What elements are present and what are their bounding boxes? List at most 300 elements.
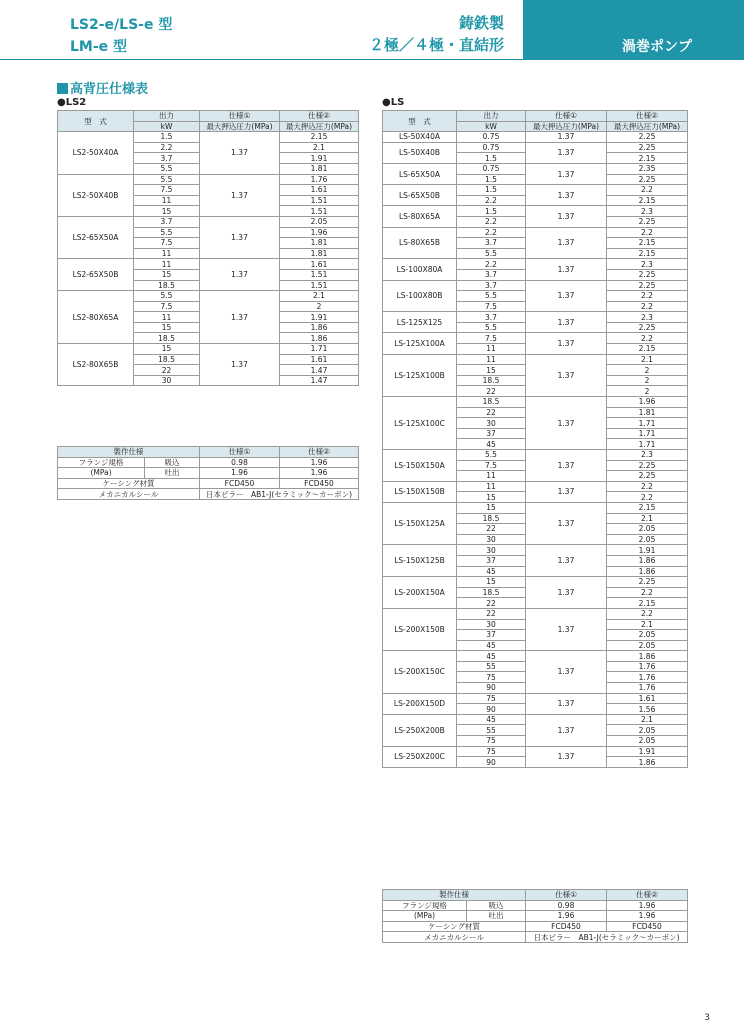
spec2-pressure-cell: 1.86 <box>607 651 688 662</box>
spec2-pressure-cell: 2.1 <box>607 513 688 524</box>
casing-label: ケーシング材質 <box>383 921 526 932</box>
spec2-pressure-cell: 1.76 <box>607 672 688 683</box>
spec2-pressure-cell: 2.25 <box>607 577 688 588</box>
spec2-pressure-cell: 2.25 <box>607 322 688 333</box>
spec2-pressure-cell: 2.2 <box>607 185 688 196</box>
power-cell: 18.5 <box>457 375 526 386</box>
model-cell: LS2-80X65A <box>58 291 134 344</box>
power-cell: 1.5 <box>457 153 526 164</box>
spec1-header: 仕様① <box>526 111 607 122</box>
spec2-pressure-cell: 2.15 <box>607 238 688 249</box>
power-cell: 2.2 <box>457 259 526 270</box>
power-cell: 37 <box>457 555 526 566</box>
spec2-pressure-cell: 2.2 <box>607 227 688 238</box>
power-cell: 37 <box>457 428 526 439</box>
power-cell: 37 <box>457 630 526 641</box>
power-cell: 55 <box>457 661 526 672</box>
power-cell: 30 <box>134 375 200 386</box>
power-cell: 11 <box>457 354 526 365</box>
table-row <box>58 174 359 185</box>
power-cell: 11 <box>134 248 200 259</box>
power-cell: 0.75 <box>457 132 526 143</box>
spec2-pressure-cell: 2.25 <box>607 280 688 291</box>
config-label: ２極／４極・直結形 <box>368 36 504 54</box>
power-cell: 5.5 <box>134 291 200 302</box>
power-cell: 45 <box>457 714 526 725</box>
model-cell: LS-125X125 <box>383 312 457 333</box>
power-cell: 7.5 <box>134 238 200 249</box>
model-cell: LS-50X40B <box>383 142 457 163</box>
ls-mfg-spec-table <box>382 889 688 943</box>
spec1-pressure-cell: 1.37 <box>200 291 280 344</box>
flange-unit: (MPa) <box>58 468 145 479</box>
power-cell: 30 <box>457 619 526 630</box>
power-cell: 11 <box>134 259 200 270</box>
spec2-pressure-cell: 1.47 <box>280 365 359 376</box>
mfg-spec2-header: 仕様② <box>607 890 688 901</box>
spec1-pressure-cell: 1.37 <box>526 397 607 450</box>
spec2-pressure-cell: 1.91 <box>607 746 688 757</box>
table-row <box>58 457 359 468</box>
model-cell: LS-100X80A <box>383 259 457 280</box>
spec2-pressure-cell: 2 <box>607 365 688 376</box>
power-cell: 22 <box>457 524 526 535</box>
power-cell: 15 <box>134 344 200 355</box>
ls-subtitle: ●LS <box>382 97 405 108</box>
spec2-pressure-cell: 1.96 <box>607 397 688 408</box>
power-cell: 3.7 <box>457 238 526 249</box>
table-row <box>58 259 359 270</box>
spec2-pressure-cell: 2.3 <box>607 206 688 217</box>
spec2-pressure-cell: 2.2 <box>607 587 688 598</box>
power-cell: 2.2 <box>457 195 526 206</box>
model-cell: LS-250X200C <box>383 746 457 767</box>
ls2-subtitle: ●LS2 <box>57 97 87 108</box>
power-cell: 7.5 <box>457 460 526 471</box>
spec1-pressure-cell: 1.37 <box>526 450 607 482</box>
power-cell: 15 <box>457 577 526 588</box>
suction-spec1: 0.98 <box>200 457 280 468</box>
spec2-pressure-cell: 2.05 <box>607 736 688 747</box>
flange-unit: (MPa) <box>383 911 467 922</box>
seal-value: 日本ピラー AB1-J(セラミック～カーボン) <box>200 489 359 500</box>
model-cell: LS-80X65B <box>383 227 457 259</box>
table-row <box>383 312 688 323</box>
power-cell: 18.5 <box>134 354 200 365</box>
spec1-pressure-cell: 1.37 <box>200 132 280 174</box>
spec2-pressure-cell: 1.81 <box>280 163 359 174</box>
material-label: 鋳鉄製 <box>458 14 504 32</box>
spec1-pressure-cell: 1.37 <box>526 608 607 650</box>
spec2-pressure-cell: 2.3 <box>607 259 688 270</box>
table-row <box>383 545 688 556</box>
spec2-pressure-cell: 2.25 <box>607 269 688 280</box>
spec2-pressure-cell: 1.61 <box>607 693 688 704</box>
power-cell: 30 <box>457 545 526 556</box>
spec1-pressure-cell: 1.37 <box>526 651 607 693</box>
ls2-spec-table <box>57 110 359 386</box>
spec1-header: 仕様① <box>200 111 280 122</box>
flange-label: フランジ規格 <box>383 900 467 911</box>
spec2-pressure-cell: 1.51 <box>280 269 359 280</box>
power-cell: 22 <box>457 407 526 418</box>
table-row <box>383 280 688 291</box>
model-cell: LS-150X125A <box>383 502 457 544</box>
spec2-pressure-cell: 1.51 <box>280 280 359 291</box>
power-cell: 3.7 <box>457 312 526 323</box>
table-row <box>58 489 359 500</box>
suction-spec1: 0.98 <box>526 900 607 911</box>
spec2-pressure-cell: 1.51 <box>280 195 359 206</box>
table-row <box>383 577 688 588</box>
power-cell: 1.5 <box>134 132 200 143</box>
spec1-pressure-cell: 1.37 <box>526 142 607 163</box>
discharge-spec1: 1.96 <box>526 911 607 922</box>
casing-label: ケーシング材質 <box>58 478 200 489</box>
spec2-pressure-cell: 2.3 <box>607 312 688 323</box>
model-cell: LS-125X100B <box>383 354 457 396</box>
model-cell: LS-200X150D <box>383 693 457 714</box>
model-cell: LS-125X100C <box>383 397 457 450</box>
power-cell: 2.2 <box>134 142 200 153</box>
spec2-pressure-cell: 2.05 <box>280 216 359 227</box>
series-subtitle: LM-e 型 <box>70 39 128 55</box>
seal-value: 日本ピラー AB1-J(セラミック～カーボン) <box>526 932 688 943</box>
model-cell: LS-200X150C <box>383 651 457 693</box>
power-cell: 2.2 <box>457 216 526 227</box>
model-cell: LS-250X200B <box>383 714 457 746</box>
square-bullet-icon <box>57 83 68 94</box>
spec2-pressure-cell: 1.71 <box>607 428 688 439</box>
power-cell: 30 <box>457 534 526 545</box>
casing-spec1: FCD450 <box>526 921 607 932</box>
spec2-pressure-cell: 2.05 <box>607 725 688 736</box>
table-row <box>383 142 688 153</box>
spec2-pressure-cell: 2.15 <box>607 502 688 513</box>
spec2-pressure-cell: 1.51 <box>280 206 359 217</box>
table-row <box>383 746 688 757</box>
section-title <box>57 78 148 97</box>
discharge-spec1: 1.96 <box>200 468 280 479</box>
spec1-pressure-cell: 1.37 <box>526 280 607 312</box>
power-cell: 45 <box>457 566 526 577</box>
table-row <box>383 693 688 704</box>
spec2-pressure-cell: 1.86 <box>280 322 359 333</box>
model-cell: LS-100X80B <box>383 280 457 312</box>
model-cell: LS2-50X40B <box>58 174 134 216</box>
pressure-header-2: 最大押込圧力(MPa) <box>280 121 359 132</box>
section-title-text: 高背圧仕様表 <box>70 82 149 97</box>
table-row <box>383 714 688 725</box>
spec2-pressure-cell: 2.2 <box>607 608 688 619</box>
power-cell: 3.7 <box>457 269 526 280</box>
discharge-spec2: 1.96 <box>607 911 688 922</box>
spec1-pressure-cell: 1.37 <box>526 227 607 259</box>
table-row <box>383 900 688 911</box>
power-cell: 75 <box>457 672 526 683</box>
suction-label: 吸込 <box>145 457 200 468</box>
table-row <box>383 932 688 943</box>
power-cell: 0.75 <box>457 142 526 153</box>
spec2-header: 仕様② <box>607 111 688 122</box>
spec2-pressure-cell: 1.86 <box>607 566 688 577</box>
casing-spec2: FCD450 <box>607 921 688 932</box>
spec2-pressure-cell: 1.47 <box>280 375 359 386</box>
mfg-spec2-header: 仕様② <box>280 447 359 458</box>
spec2-pressure-cell: 1.81 <box>607 407 688 418</box>
spec2-pressure-cell: 1.86 <box>280 333 359 344</box>
spec1-pressure-cell: 1.37 <box>526 333 607 354</box>
power-cell: 7.5 <box>134 301 200 312</box>
power-cell: 22 <box>457 608 526 619</box>
model-cell: LS2-80X65B <box>58 344 134 386</box>
table-row <box>383 227 688 238</box>
spec2-pressure-cell: 2.25 <box>607 174 688 185</box>
power-cell: 3.7 <box>134 153 200 164</box>
flange-label: フランジ規格 <box>58 457 145 468</box>
model-cell: LS2-65X50A <box>58 216 134 258</box>
spec2-pressure-cell: 2.25 <box>607 460 688 471</box>
spec2-pressure-cell: 2.2 <box>607 291 688 302</box>
spec2-pressure-cell: 1.91 <box>280 312 359 323</box>
spec2-header: 仕様② <box>280 111 359 122</box>
power-header: 出力 <box>134 111 200 122</box>
power-cell: 18.5 <box>457 397 526 408</box>
table-row <box>383 259 688 270</box>
spec2-pressure-cell: 2.15 <box>607 195 688 206</box>
spec2-pressure-cell: 2 <box>607 386 688 397</box>
category-label: 渦巻ポンプ <box>622 39 692 55</box>
pressure-header-1: 最大押込圧力(MPa) <box>526 121 607 132</box>
spec1-pressure-cell: 1.37 <box>200 344 280 386</box>
seal-label: メカニカルシール <box>58 489 200 500</box>
spec2-pressure-cell: 2.1 <box>607 714 688 725</box>
table-row <box>383 397 688 408</box>
power-cell: 45 <box>457 651 526 662</box>
power-cell: 11 <box>457 344 526 355</box>
pressure-header-1: 最大押込圧力(MPa) <box>200 121 280 132</box>
model-cell: LS-50X40A <box>383 132 457 143</box>
spec1-pressure-cell: 1.37 <box>526 206 607 227</box>
power-unit-header: kW <box>457 121 526 132</box>
power-cell: 5.5 <box>134 227 200 238</box>
table-row <box>58 291 359 302</box>
model-cell: LS-150X150B <box>383 481 457 502</box>
power-cell: 5.5 <box>134 163 200 174</box>
power-cell: 1.5 <box>457 174 526 185</box>
spec2-pressure-cell: 2.2 <box>607 333 688 344</box>
table-row <box>58 132 359 143</box>
table-row <box>58 344 359 355</box>
spec1-pressure-cell: 1.37 <box>526 132 607 143</box>
spec2-pressure-cell: 1.61 <box>280 259 359 270</box>
spec2-pressure-cell: 1.71 <box>280 344 359 355</box>
spec2-pressure-cell: 1.86 <box>607 757 688 768</box>
spec1-pressure-cell: 1.37 <box>526 714 607 746</box>
spec1-pressure-cell: 1.37 <box>526 746 607 767</box>
power-cell: 15 <box>134 206 200 217</box>
model-header: 型 式 <box>383 111 457 132</box>
page-header <box>0 0 744 60</box>
table-row <box>383 921 688 932</box>
power-cell: 75 <box>457 693 526 704</box>
power-cell: 22 <box>457 598 526 609</box>
spec2-pressure-cell: 2 <box>607 375 688 386</box>
power-cell: 5.5 <box>457 322 526 333</box>
spec2-pressure-cell: 2.2 <box>607 481 688 492</box>
spec1-pressure-cell: 1.37 <box>200 174 280 216</box>
power-cell: 11 <box>134 195 200 206</box>
pressure-header-2: 最大押込圧力(MPa) <box>607 121 688 132</box>
mfg-spec1-header: 仕様① <box>200 447 280 458</box>
power-unit-header: kW <box>134 121 200 132</box>
power-cell: 90 <box>457 757 526 768</box>
category-banner <box>523 0 744 60</box>
spec2-pressure-cell: 2.05 <box>607 640 688 651</box>
model-cell: LS-150X125B <box>383 545 457 577</box>
mfg-spec1-header: 仕様① <box>526 890 607 901</box>
power-cell: 1.5 <box>457 206 526 217</box>
model-cell: LS-80X65A <box>383 206 457 227</box>
power-cell: 18.5 <box>457 513 526 524</box>
spec1-pressure-cell: 1.37 <box>200 259 280 291</box>
spec2-pressure-cell: 2.25 <box>607 216 688 227</box>
power-cell: 3.7 <box>457 280 526 291</box>
power-cell: 15 <box>134 269 200 280</box>
discharge-spec2: 1.96 <box>280 468 359 479</box>
spec2-pressure-cell: 1.61 <box>280 354 359 365</box>
power-cell: 11 <box>457 481 526 492</box>
table-row <box>383 185 688 196</box>
power-cell: 11 <box>134 312 200 323</box>
table-row <box>383 206 688 217</box>
spec1-pressure-cell: 1.37 <box>526 481 607 502</box>
ls2-table-body <box>58 132 359 386</box>
spec2-pressure-cell: 2.1 <box>280 142 359 153</box>
power-cell: 11 <box>457 471 526 482</box>
power-cell: 22 <box>457 386 526 397</box>
suction-label: 吸込 <box>467 900 526 911</box>
power-cell: 18.5 <box>134 333 200 344</box>
ls2-mfg-spec-table <box>57 446 359 500</box>
spec2-pressure-cell: 2 <box>280 301 359 312</box>
power-cell: 5.5 <box>457 450 526 461</box>
model-cell: LS2-65X50B <box>58 259 134 291</box>
spec1-pressure-cell: 1.37 <box>526 312 607 333</box>
spec2-pressure-cell: 2.2 <box>607 492 688 503</box>
spec1-pressure-cell: 1.37 <box>526 259 607 280</box>
spec2-pressure-cell: 2.1 <box>280 291 359 302</box>
power-cell: 2.2 <box>457 227 526 238</box>
power-cell: 5.5 <box>457 291 526 302</box>
power-cell: 15 <box>134 322 200 333</box>
seal-label: メカニカルシール <box>383 932 526 943</box>
power-cell: 55 <box>457 725 526 736</box>
spec2-pressure-cell: 1.81 <box>280 248 359 259</box>
power-cell: 3.7 <box>134 216 200 227</box>
power-cell: 75 <box>457 736 526 747</box>
table-row <box>383 163 688 174</box>
power-cell: 5.5 <box>134 174 200 185</box>
suction-spec2: 1.96 <box>280 457 359 468</box>
casing-spec1: FCD450 <box>200 478 280 489</box>
power-cell: 15 <box>457 492 526 503</box>
spec2-pressure-cell: 1.76 <box>280 174 359 185</box>
spec1-pressure-cell: 1.37 <box>200 216 280 258</box>
table-row <box>383 911 688 922</box>
spec2-pressure-cell: 2.1 <box>607 354 688 365</box>
power-cell: 1.5 <box>457 185 526 196</box>
power-cell: 7.5 <box>134 185 200 196</box>
spec2-pressure-cell: 1.96 <box>280 227 359 238</box>
spec1-pressure-cell: 1.37 <box>526 502 607 544</box>
spec2-pressure-cell: 2.25 <box>607 471 688 482</box>
power-header: 出力 <box>457 111 526 122</box>
spec2-pressure-cell: 2.05 <box>607 630 688 641</box>
spec1-pressure-cell: 1.37 <box>526 577 607 609</box>
spec2-pressure-cell: 1.86 <box>607 555 688 566</box>
model-cell: LS-200X150A <box>383 577 457 609</box>
spec1-pressure-cell: 1.37 <box>526 163 607 184</box>
table-row <box>383 651 688 662</box>
spec2-pressure-cell: 2.1 <box>607 619 688 630</box>
spec1-pressure-cell: 1.37 <box>526 545 607 577</box>
model-cell: LS-65X50A <box>383 163 457 184</box>
spec2-pressure-cell: 2.05 <box>607 524 688 535</box>
spec2-pressure-cell: 1.71 <box>607 439 688 450</box>
spec1-pressure-cell: 1.37 <box>526 185 607 206</box>
casing-spec2: FCD450 <box>280 478 359 489</box>
power-cell: 22 <box>134 365 200 376</box>
spec2-pressure-cell: 2.15 <box>280 132 359 143</box>
spec2-pressure-cell: 2.3 <box>607 450 688 461</box>
power-cell: 18.5 <box>134 280 200 291</box>
spec2-pressure-cell: 1.81 <box>280 238 359 249</box>
model-cell: LS-150X150A <box>383 450 457 482</box>
model-cell: LS-65X50B <box>383 185 457 206</box>
spec1-pressure-cell: 1.37 <box>526 354 607 396</box>
spec1-pressure-cell: 1.37 <box>526 693 607 714</box>
model-cell: LS-125X100A <box>383 333 457 354</box>
spec2-pressure-cell: 1.56 <box>607 704 688 715</box>
model-header: 型 式 <box>58 111 134 132</box>
spec2-pressure-cell: 1.91 <box>280 153 359 164</box>
power-cell: 15 <box>457 365 526 376</box>
spec2-pressure-cell: 1.61 <box>280 185 359 196</box>
spec2-pressure-cell: 1.71 <box>607 418 688 429</box>
table-row <box>58 478 359 489</box>
spec2-pressure-cell: 2.15 <box>607 248 688 259</box>
spec2-pressure-cell: 2.15 <box>607 598 688 609</box>
header-rule <box>0 59 523 60</box>
spec2-pressure-cell: 1.76 <box>607 661 688 672</box>
mfg-title-header: 製作仕様 <box>58 447 200 458</box>
power-cell: 90 <box>457 683 526 694</box>
spec2-pressure-cell: 1.76 <box>607 683 688 694</box>
power-cell: 0.75 <box>457 163 526 174</box>
power-cell: 5.5 <box>457 248 526 259</box>
spec2-pressure-cell: 1.91 <box>607 545 688 556</box>
power-cell: 45 <box>457 640 526 651</box>
model-cell: LS-200X150B <box>383 608 457 650</box>
suction-spec2: 1.96 <box>607 900 688 911</box>
spec2-pressure-cell: 2.05 <box>607 534 688 545</box>
table-row <box>383 333 688 344</box>
power-cell: 15 <box>457 502 526 513</box>
model-cell: LS2-50X40A <box>58 132 134 174</box>
table-row <box>58 216 359 227</box>
mfg-title-header: 製作仕様 <box>383 890 526 901</box>
